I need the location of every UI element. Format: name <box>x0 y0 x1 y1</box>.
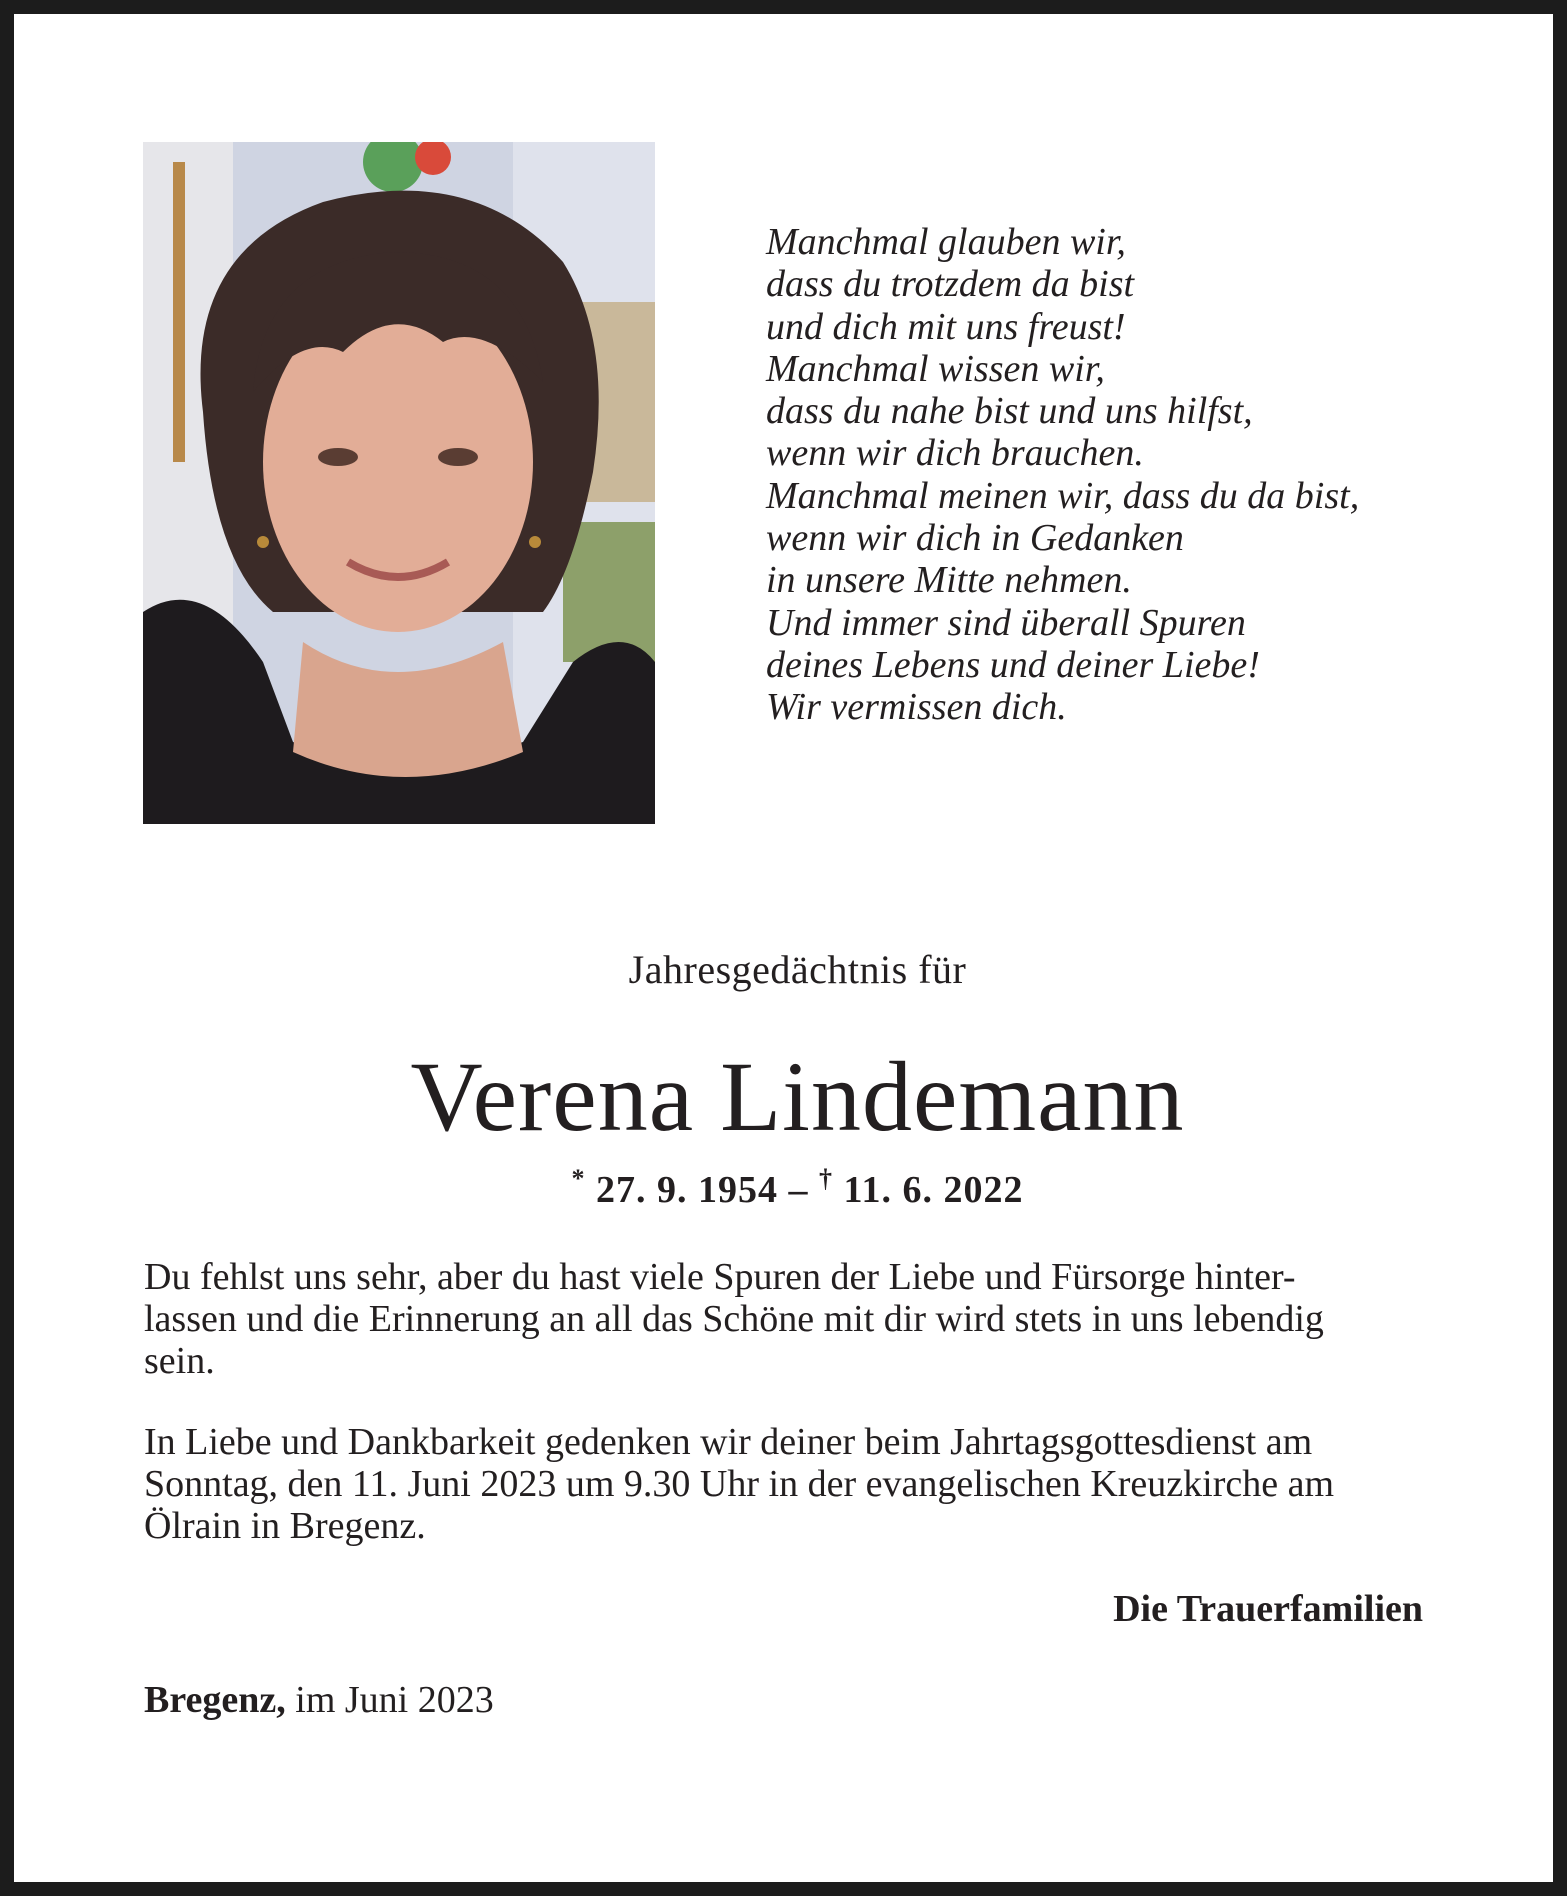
memorial-intro: Jahresgedächtnis für <box>628 947 967 992</box>
poem-line: in unsere Mitte nehmen. <box>766 559 1132 602</box>
paragraph-line: Sonntag, den 11. Juni 2023 um 9.30 Uhr in der evangelischen Kreuzkirche am <box>144 1463 1335 1505</box>
poem-line: wenn wir dich in Gedanken <box>766 517 1184 560</box>
life-dates <box>14 1164 1567 1212</box>
poem <box>766 221 1486 729</box>
publication-date: im Juni 2023 <box>295 1679 494 1721</box>
paragraph-line: lassen und die Erinnerung an all das Schöne mit dir wird stets in uns lebendig <box>144 1298 1324 1340</box>
birth-symbol: * <box>571 1164 586 1193</box>
place-name: Bregenz, <box>144 1679 286 1721</box>
paragraph-line: In Liebe und Dankbarkeit gedenken wir deiner beim Jahrtagsgottesdienst am <box>144 1421 1313 1463</box>
message-paragraph <box>144 1256 1454 1382</box>
paragraph-line: Du fehlst uns sehr, aber du hast viele Spuren der Liebe und Fürsorge hinter- <box>144 1256 1296 1298</box>
paragraph-line: sein. <box>144 1340 215 1382</box>
poem-line: Und immer sind überall Spuren <box>766 601 1246 644</box>
poem-line: Manchmal wissen wir, <box>766 347 1105 390</box>
poem-line: wenn wir dich brauchen. <box>766 432 1144 475</box>
birth-date: 27. 9. 1954 <box>596 1169 779 1211</box>
place-date <box>144 1678 494 1722</box>
portrait-photo <box>143 142 655 824</box>
poem-line: deines Lebens und deiner Liebe! <box>766 643 1260 686</box>
poem-line: und dich mit uns freust! <box>766 305 1126 348</box>
poem-line: Wir vermissen dich. <box>766 686 1067 729</box>
date-separator: – <box>788 1169 809 1211</box>
poem-line: dass du trotzdem da bist <box>766 263 1135 306</box>
family-signature: Die Trauerfamilien <box>1113 1588 1423 1630</box>
deceased-name: Verena Lindemann <box>410 1041 1185 1152</box>
poem-line: Manchmal glauben wir, <box>766 221 1126 263</box>
portrait-image <box>143 142 655 824</box>
service-paragraph <box>144 1421 1454 1547</box>
death-symbol: † <box>819 1164 834 1193</box>
poem-line: Manchmal meinen wir, dass du da bist, <box>766 474 1360 517</box>
paragraph-line: Ölrain in Bregenz. <box>144 1505 426 1547</box>
poem-line: dass du nahe bist und uns hilfst, <box>766 390 1253 433</box>
death-date: 11. 6. 2022 <box>843 1169 1024 1211</box>
